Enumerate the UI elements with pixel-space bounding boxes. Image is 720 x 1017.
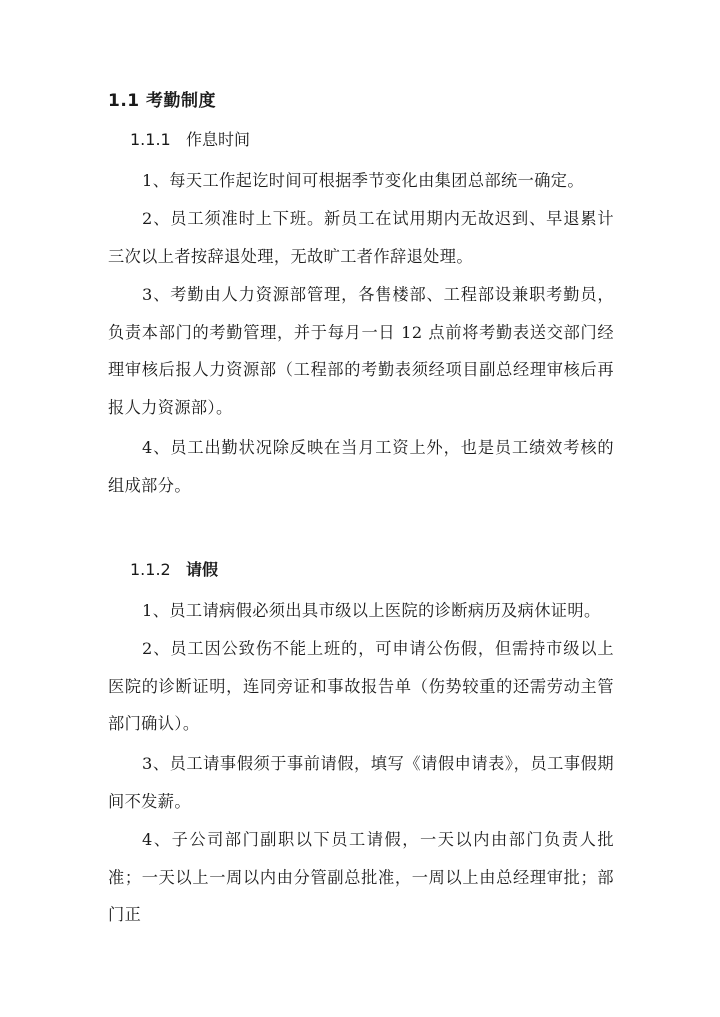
subsection-heading-leave [130,557,218,583]
paragraph: 2、员工须准时上下班。新员工在试用期内无故迟到、早退累计三次以上者按辞退处理，无故旷工者作辞退处理。 [108,209,614,266]
paragraph: 1、每天工作起讫时间可根据季节变化由集团总部统一确定。 [142,171,584,190]
paragraph: 1、员工请病假必须出具市级以上医院的诊断病历及病休证明。 [142,601,601,620]
section-title: 1.1 考勤制度 [108,91,217,111]
paragraph: 3、员工请事假须于事前请假，填写《请假申请表》，员工事假期间不发薪。 [108,754,614,811]
subsection-heading-work-hours [130,127,250,153]
paragraph: 3、考勤由人力资源部管理，各售楼部、工程部设兼职考勤员，负责本部门的考勤管理，并于每月一日 12 点前将考勤表送交部门经理审核后报人力资源部（工程部的考勤表须经项目副总经理审核后再报人力资源部）。 [108,285,614,417]
subsection-number: 1.1.2 [130,560,171,579]
paragraph: 4、员工出勤状况除反映在当月工资上外，也是员工绩效考核的组成部分。 [108,438,614,495]
subsection-title: 作息时间 [186,130,251,149]
paragraph: 4、子公司部门副职以下员工请假，一天以内由部门负责人批准；一天以上一周以内由分管副总批准，一周以上由总经理审批；部门正 [108,830,614,924]
subsection-title: 请假 [186,560,219,579]
paragraph: 2、员工因公致伤不能上班的，可申请公伤假，但需持市级以上医院的诊断证明，连同旁证和事故报告单（伤势较重的还需劳动主管部门确认）。 [108,639,614,733]
subsection-number: 1.1.1 [130,130,171,149]
